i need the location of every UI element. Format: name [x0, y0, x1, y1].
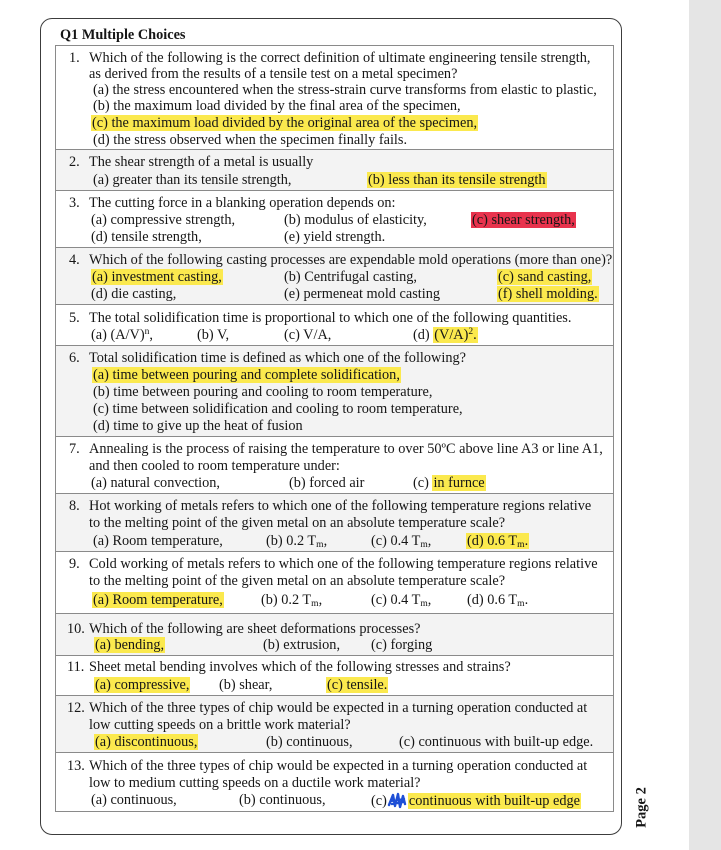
option-label: (d): [413, 326, 434, 343]
option-b: (b) forced air: [289, 474, 365, 491]
highlighted-answer: (c) the maximum load divided by the original area of the specimen,: [92, 114, 478, 131]
pen-scribble-stroke: [389, 794, 405, 807]
section-title: Q1 Multiple Choices: [60, 26, 186, 43]
question-1: [55, 45, 614, 150]
question-4: [55, 248, 614, 305]
highlighted-answer: in furnce: [433, 474, 485, 491]
question-number: 2.: [69, 153, 80, 170]
option-b: (b) the maximum load divided by the final area of the specimen,: [93, 98, 461, 114]
option-text: (d) 0.6 T: [467, 532, 518, 549]
question-stem-line: Hot working of metals refers to which one of the following temperature regions relative: [89, 497, 592, 514]
question-number: 5.: [69, 309, 80, 326]
option-d: (d) tensile strength,: [91, 228, 202, 245]
highlighted-answer: (a) bending,: [95, 636, 165, 653]
option-a: [91, 269, 223, 286]
question-stem-line: to the melting point of the given metal on an absolute temperature scale?: [89, 514, 506, 531]
option-text: (b) 0.2 T: [266, 532, 317, 549]
highlighted-answer: (c) sand casting,: [498, 268, 592, 285]
option-b: (b) continuous,: [266, 733, 353, 750]
question-number: 13.: [67, 757, 85, 774]
highlighted-answer: (a) discontinuous,: [95, 733, 198, 750]
highlighted-answer: (a) Room temperature,: [93, 591, 223, 608]
option-d: (d) die casting,: [91, 285, 177, 302]
question-stem-line: Cold working of metals refers to which one of the following temperature regions relative: [89, 555, 598, 572]
option-subscript: m: [420, 539, 428, 550]
option-b: (b) Centrifugal casting,: [284, 268, 418, 285]
question-13: [55, 753, 614, 812]
option-text: (d) 0.6 T: [467, 591, 518, 608]
option-a: (a) continuous,: [91, 791, 177, 808]
option-text: (a) (A/V): [91, 326, 145, 343]
option-tail: ,: [427, 591, 432, 608]
option-c: (c) time between solidification and cooling to room temperature,: [93, 400, 463, 417]
question-number: 4.: [69, 251, 80, 268]
option-e: (e) permeneat mold casting: [284, 285, 441, 302]
option-c: [371, 533, 431, 550]
option-f: [497, 286, 599, 303]
highlighted-answer: [466, 533, 529, 549]
highlighted-answer: (a) time between pouring and complete solidification,: [93, 366, 400, 383]
highlighted-answer: (a) investment casting,: [92, 268, 222, 285]
question-stem-line: Which of the following is the correct definition of ultimate engineering tensile strength,: [89, 49, 591, 66]
highlighted-answer: (c) tensile.: [327, 676, 388, 693]
question-number: 8.: [69, 497, 80, 514]
question-stem-line: low to medium cutting speeds on a ductile work material?: [89, 774, 421, 791]
option-text: (c) 0.4 T: [371, 532, 421, 549]
question-number: 3.: [69, 194, 80, 211]
option-d: [413, 327, 478, 344]
option-c: (c) V/A,: [284, 326, 332, 343]
option-c: (c) forging: [371, 636, 433, 653]
option-d: (d) time to give up the heat of fusion: [93, 417, 303, 434]
highlighted-answer: [433, 327, 477, 343]
option-b: (b) shear,: [219, 676, 273, 693]
option-b: [261, 592, 322, 609]
question-stem-line: and then cooled to room temperature under:: [89, 457, 340, 474]
option-d: [467, 592, 528, 609]
question-number: 11.: [67, 658, 85, 675]
question-number: 7.: [69, 440, 80, 457]
highlighted-answer: (f) shell molding.: [498, 285, 598, 302]
question-stem-line: Which of the three types of chip would be expected in a turning operation conducted at: [89, 757, 588, 774]
option-b: [266, 533, 327, 550]
option-tail: .: [524, 591, 529, 608]
question-3: [55, 191, 614, 248]
option-subscript: m: [517, 539, 525, 550]
page-number-label: Page 2: [633, 786, 650, 828]
question-stem-line: The cutting force in a blanking operation depends on:: [89, 194, 396, 211]
question-stem-line: low cutting speeds on a brittle work material?: [89, 716, 351, 733]
option-b: (b) extrusion,: [263, 636, 341, 653]
option-a: [91, 327, 153, 344]
option-d: [466, 533, 529, 550]
question-5: [55, 305, 614, 346]
question-12: [55, 696, 614, 753]
option-b: [367, 172, 547, 189]
option-subscript: m: [311, 598, 319, 609]
question-6: [55, 346, 614, 437]
question-stem-line: to the melting point of the given metal on an absolute temperature scale?: [89, 572, 506, 589]
pen-scribble-icon: [387, 792, 408, 809]
option-b: (b) continuous,: [239, 791, 326, 808]
question-stem-line: The shear strength of a metal is usually: [89, 153, 314, 170]
question-7: [55, 437, 614, 494]
question-8: [55, 494, 614, 552]
option-a: [94, 734, 198, 751]
question-stem-line: Which of the following casting processes are expendable mold operations (more than one)?: [89, 251, 613, 268]
question-2: [55, 150, 614, 191]
option-a: (a) compressive strength,: [91, 211, 236, 228]
question-number: 9.: [69, 555, 80, 572]
option-text: (b) 0.2 T: [261, 591, 312, 608]
option-subscript: m: [420, 598, 428, 609]
option-a: [94, 677, 190, 694]
option-a: (a) natural convection,: [91, 474, 221, 491]
option-c: [471, 212, 576, 229]
option-a: (a) greater than its tensile strength,: [93, 171, 292, 188]
option-c: [326, 677, 388, 694]
question-11: [55, 656, 614, 696]
question-number: 12.: [67, 699, 85, 716]
highlighted-answer: (a) compressive,: [95, 676, 190, 693]
option-text: (c) 0.4 T: [371, 591, 421, 608]
option-tail: .: [524, 532, 529, 549]
option-superscript: 2: [468, 326, 474, 337]
option-tail: .: [473, 326, 477, 343]
option-tail: ,: [427, 532, 432, 549]
option-text: (V/A): [434, 326, 469, 343]
question-number: 1.: [69, 49, 80, 66]
option-e: (e) yield strength.: [284, 228, 386, 245]
option-b: (b) time between pouring and cooling to room temperature,: [93, 383, 433, 400]
question-10: [55, 614, 614, 656]
option-label: (c): [413, 474, 433, 491]
option-a: [92, 367, 401, 384]
question-stem-line: Total solidification time is defined as which one of the following?: [89, 349, 466, 366]
question-stem-line: as derived from the results of a tensile test on a metal specimen?: [89, 65, 458, 82]
question-stem-line: Which of the following are sheet deformations processes?: [89, 620, 421, 637]
option-c: [413, 475, 486, 492]
question-number: 10.: [67, 620, 85, 637]
question-9: [55, 552, 614, 614]
option-c: [371, 592, 431, 609]
question-number: 6.: [69, 349, 80, 366]
option-label: (c): [371, 792, 387, 809]
option-a: (a) Room temperature,: [93, 532, 223, 549]
highlighted-answer: (b) less than its tensile strength: [368, 171, 546, 188]
highlighted-answer: continuous with built-up edge: [408, 792, 581, 809]
option-c: [91, 115, 478, 132]
option-superscript: n: [144, 326, 150, 337]
option-b: (b) modulus of elasticity,: [284, 211, 427, 228]
option-c: (c) continuous with built-up edge.: [399, 733, 594, 750]
option-b: (b) V,: [197, 326, 230, 343]
option-tail: ,: [149, 326, 153, 343]
option-a: [94, 637, 165, 654]
question-stem-line: The total solidification time is proportional to which one of the following quantities.: [89, 309, 572, 326]
side-margin-strip: [689, 0, 721, 850]
option-c: [371, 792, 581, 810]
question-stem-line: Sheet metal bending involves which of the following stresses and strains?: [89, 658, 511, 675]
option-a: [92, 592, 224, 609]
option-c: [497, 269, 592, 286]
option-subscript: m: [316, 539, 324, 550]
option-tail: ,: [318, 591, 323, 608]
question-stem-line: Which of the three types of chip would be expected in a turning operation conducted at: [89, 699, 588, 716]
option-tail: ,: [323, 532, 328, 549]
option-a: (a) the stress encountered when the stress-strain curve transforms from elastic to plastic,: [93, 82, 597, 98]
option-d: (d) the stress observed when the specimen finally fails.: [93, 131, 408, 148]
option-subscript: m: [517, 598, 525, 609]
highlighted-answer-red: (c) shear strength,: [472, 211, 575, 228]
question-stem-line: Annealing is the process of raising the temperature to over 50ºC above line A3 or line A1,: [89, 440, 603, 457]
